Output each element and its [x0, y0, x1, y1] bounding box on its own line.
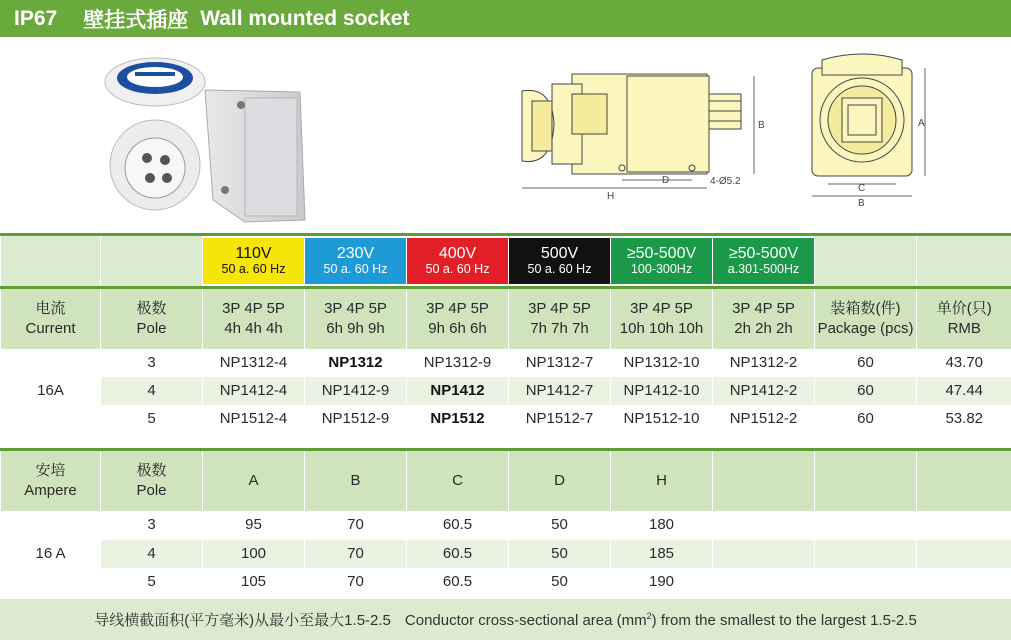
- code-cell: NP1512-2: [713, 405, 815, 433]
- price-cell: 53.82: [917, 405, 1011, 433]
- voltage-chip: 400V 50 a. 60 Hz: [407, 236, 509, 286]
- header-cell: A: [203, 451, 305, 511]
- dim-label-h: H: [607, 191, 615, 202]
- dim-d-cell: 50: [509, 540, 611, 569]
- price-cell: 47.44: [917, 377, 1011, 405]
- code-cell: NP1312-10: [611, 349, 713, 377]
- dim-d-cell: 50: [509, 511, 611, 540]
- code-cell: NP1412-10: [611, 377, 713, 405]
- side-dimension-drawing: [512, 56, 782, 206]
- voltage-chip: 230V 50 a. 60 Hz: [305, 236, 407, 286]
- code-cell: NP1412: [407, 377, 509, 405]
- voltage-chip: 500V 50 a. 60 Hz: [509, 236, 611, 286]
- header-cell: 3P 4P 5P 4h 4h 4h: [203, 289, 305, 349]
- table-row: [1, 405, 1011, 433]
- code-cell: NP1512-7: [509, 405, 611, 433]
- dim-label-a: A: [918, 118, 925, 129]
- code-cell: NP1312-4: [203, 349, 305, 377]
- header-cell: 极数 Pole: [101, 451, 203, 511]
- table-row: [1, 511, 1011, 540]
- code-cell: NP1412-9: [305, 377, 407, 405]
- conductor-note: [0, 599, 1011, 640]
- table-header: [1, 451, 1011, 511]
- code-cell: NP1312-9: [407, 349, 509, 377]
- dim-b-cell: 70: [305, 511, 407, 540]
- dim-d-cell: 50: [509, 568, 611, 597]
- package-cell: 60: [815, 349, 917, 377]
- voltage-chip: ≥50-500V 100-300Hz: [611, 236, 713, 286]
- header-cell: H: [611, 451, 713, 511]
- front-dimension-drawing: [800, 50, 940, 210]
- header-cell: 3P 4P 5P 10h 10h 10h: [611, 289, 713, 349]
- dim-label-b-front: B: [858, 198, 865, 209]
- code-cell: NP1512-4: [203, 405, 305, 433]
- dim-label-holes: 4-Ø5.2: [710, 176, 741, 187]
- table-row: [1, 349, 1011, 377]
- dim-c-cell: 60.5: [407, 568, 509, 597]
- dim-b-cell: 70: [305, 540, 407, 569]
- title-english: Wall mounted socket: [200, 6, 410, 30]
- table-header: [1, 289, 1011, 349]
- header-cell: 安培 Ampere: [1, 451, 101, 511]
- header-cell: 装箱数(件) Package (pcs): [815, 289, 917, 349]
- note-english: Conductor cross-sectional area $(mm^2)$ from the smallest to the largest 1.5-2.5: [404, 610, 917, 629]
- pole-cell: 4: [101, 540, 203, 569]
- title-chinese: 壁挂式插座: [83, 8, 189, 32]
- table-row: [1, 377, 1011, 405]
- dim-label-b: B: [758, 120, 765, 131]
- header-cell: 单价(只) RMB: [917, 289, 1011, 349]
- code-cell: NP1512-9: [305, 405, 407, 433]
- price-cell: 43.70: [917, 349, 1011, 377]
- title-banner: [0, 0, 1011, 37]
- code-cell: NP1412-2: [713, 377, 815, 405]
- dim-h-cell: 180: [611, 511, 713, 540]
- pole-cell: 4: [101, 377, 203, 405]
- header-cell: 极数 Pole: [101, 289, 203, 349]
- header-cell: B: [305, 451, 407, 511]
- header-cell: 电流 Current: [1, 289, 101, 349]
- pole-cell: 5: [101, 568, 203, 597]
- table-row: [1, 540, 1011, 569]
- ip-rating: IP67: [14, 6, 58, 30]
- table-row: [1, 568, 1011, 597]
- package-cell: 60: [815, 405, 917, 433]
- dim-a-cell: 105: [203, 568, 305, 597]
- dimension-table: [0, 451, 1011, 597]
- order-table: [0, 289, 1011, 433]
- code-cell: NP1512: [407, 405, 509, 433]
- header-cell: 3P 4P 5P 7h 7h 7h: [509, 289, 611, 349]
- dim-c-cell: 60.5: [407, 511, 509, 540]
- dim-c-cell: 60.5: [407, 540, 509, 569]
- dim-a-cell: 95: [203, 511, 305, 540]
- package-cell: 60: [815, 377, 917, 405]
- code-cell: NP1312: [305, 349, 407, 377]
- dim-h-cell: 190: [611, 568, 713, 597]
- code-cell: NP1312-2: [713, 349, 815, 377]
- dim-h-cell: 185: [611, 540, 713, 569]
- note-chinese: 导线横截面积(平方毫米)从最小至最大1.5-2.5: [94, 612, 391, 629]
- pole-cell: 3: [101, 349, 203, 377]
- voltage-header-row: [0, 236, 1011, 286]
- header-cell: 3P 4P 5P 6h 9h 9h: [305, 289, 407, 349]
- current-cell: 16 A: [1, 511, 101, 597]
- pole-cell: 3: [101, 511, 203, 540]
- pole-cell: 5: [101, 405, 203, 433]
- voltage-chip: 110V 50 a. 60 Hz: [203, 236, 305, 286]
- current-cell: 16A: [1, 349, 101, 433]
- header-cell: 3P 4P 5P 2h 2h 2h: [713, 289, 815, 349]
- code-cell: NP1412-7: [509, 377, 611, 405]
- dim-b-cell: 70: [305, 568, 407, 597]
- header-cell: C: [407, 451, 509, 511]
- dim-label-d: D: [662, 175, 670, 186]
- code-cell: NP1312-7: [509, 349, 611, 377]
- dim-a-cell: 100: [203, 540, 305, 569]
- voltage-chip: ≥50-500V a.301-500Hz: [713, 236, 815, 286]
- code-cell: NP1512-10: [611, 405, 713, 433]
- header-cell: D: [509, 451, 611, 511]
- code-cell: NP1412-4: [203, 377, 305, 405]
- product-photo: [95, 50, 315, 225]
- dim-label-c: C: [858, 183, 866, 194]
- header-cell: 3P 4P 5P 9h 6h 6h: [407, 289, 509, 349]
